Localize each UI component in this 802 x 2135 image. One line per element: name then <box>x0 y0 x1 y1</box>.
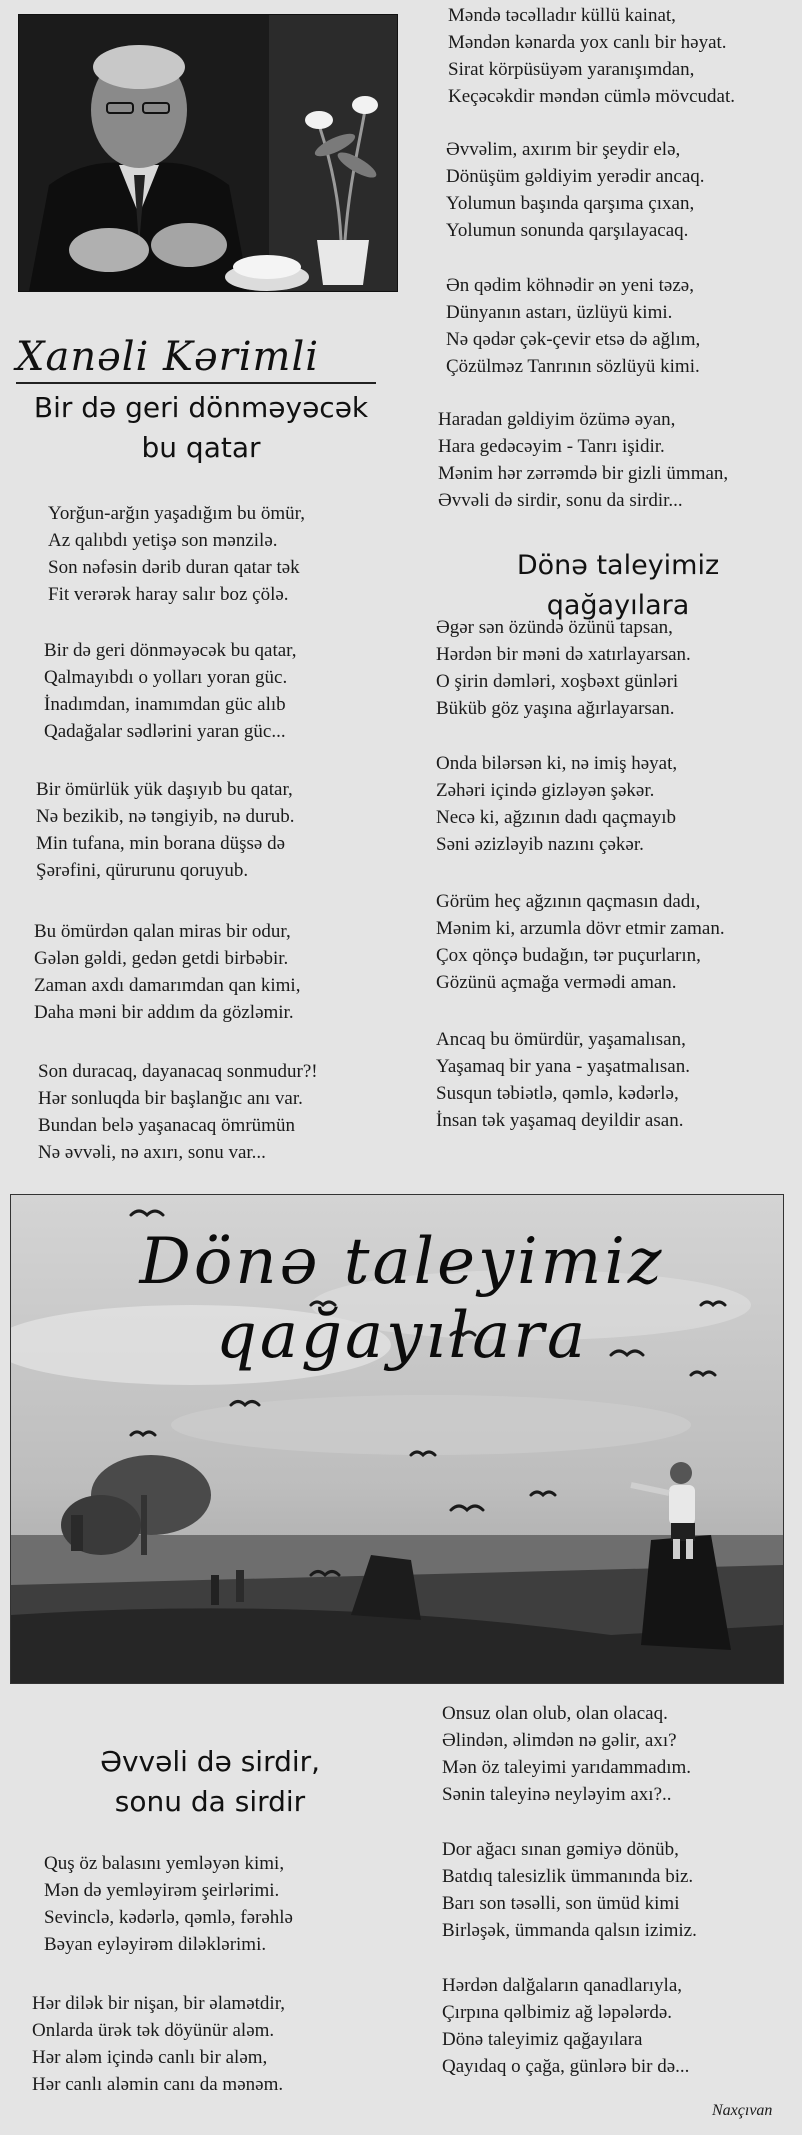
verse-line: Bir ömürlük yük daşıyıb bu qatar, <box>36 779 293 800</box>
right-stanza-2 <box>446 136 705 244</box>
verse-line: Susqun təbiətlə, qəmlə, kədərlə, <box>436 1083 679 1104</box>
verse-line: Daha məni bir addım da gözləmir. <box>34 1002 294 1023</box>
author-name: Xanəli Kərimli <box>16 334 376 384</box>
verse-line: Yaşamaq bir yana - yaşatmalısan. <box>436 1056 690 1077</box>
verse-line: Büküb göz yaşına ağırlayarsan. <box>436 698 675 719</box>
verse-line: Yorğun-arğın yaşadığım bu ömür, <box>48 503 305 524</box>
verse-line: O şirin dəmləri, xoşbəxt günləri <box>436 671 679 692</box>
verse-line: Hər dilək bir nişan, bir əlamətdir, <box>32 1993 286 2014</box>
verse-line: Bir də geri dönməyəcək bu qatar, <box>44 640 297 661</box>
verse-line: Əvvəlim, axırım bir şeydir elə, <box>446 139 681 160</box>
verse-line: Hara gedəcəyim - Tanrı işidir. <box>438 436 665 457</box>
verse-line: Onsuz olan olub, olan olacaq. <box>442 1703 668 1724</box>
poem2-stanza-3 <box>436 888 725 996</box>
verse-line: Şərəfini, qürurunu qoruyub. <box>36 860 249 881</box>
verse-line: Dor ağacı sınan gəmiyə dönüb, <box>442 1839 679 1860</box>
seagull-banner-photo <box>10 1194 784 1684</box>
verse-line: Son duracaq, dayanacaq sonmudur?! <box>38 1061 318 1082</box>
verse-line: Onlarda ürək tək döyünür aləm. <box>32 2020 275 2041</box>
right-stanza-3 <box>446 272 700 380</box>
verse-line: Sirat körpüsüyəm yaranışımdan, <box>448 59 695 80</box>
verse-line: Az qalıbdı yetişə son mənzilə. <box>48 530 278 551</box>
verse-line: Nə qədər çək-çevir etsə də ağlım, <box>446 329 701 350</box>
verse-line: Qayıdaq o çağa, günlərə bir də... <box>442 2056 690 2077</box>
verse-line: Min tufana, min borana düşsə də <box>36 833 286 854</box>
verse-line: Quş öz balasını yemləyən kimi, <box>44 1853 285 1874</box>
verse-line: Gözünü açmağa vermədi aman. <box>436 972 677 993</box>
poem1-stanza-4 <box>34 918 300 1026</box>
verse-line: Hərdən dalğaların qanadlarıyla, <box>442 1975 683 1996</box>
verse-line: Dönə taleyimiz qağayılara <box>442 2029 643 2050</box>
verse-line: Barı son təsəlli, son ümüd kimi <box>442 1893 680 1914</box>
verse-line: Sevinclə, kədərlə, qəmlə, fərəhlə <box>44 1907 293 1928</box>
verse-line: Zaman axdı damarımdan qan kimi, <box>34 975 301 996</box>
poem1-title <box>16 388 386 468</box>
verse-line: Batdıq talesizlik ümmanında biz. <box>442 1866 694 1887</box>
verse-line: Hər aləm içində canlı bir aləm, <box>32 2047 268 2068</box>
verse-line: Çırpına qəlbimiz ağ ləpələrdə. <box>442 2002 673 2023</box>
verse-line: Birləşək, ümmanda qalsın izimiz. <box>442 1920 697 1941</box>
poem3-right-stanza-1 <box>442 1700 691 1808</box>
poem1-stanza-5 <box>38 1058 318 1166</box>
right-stanza-1 <box>448 2 735 110</box>
poem2-stanza-1 <box>436 614 691 722</box>
poem1-title-line: bu qatar <box>141 431 261 464</box>
verse-line: Sənin taleyinə neyləyim axı?.. <box>442 1784 672 1805</box>
poem1-stanza-2 <box>44 637 296 745</box>
verse-line: Haradan gəldiyim özümə əyan, <box>438 409 676 430</box>
poem3-right-stanza-3 <box>442 1972 689 2080</box>
author-photo-illustration <box>19 15 397 291</box>
verse-line: Mən də yemləyirəm şeirlərimi. <box>44 1880 280 1901</box>
verse-line: Nə əvvəli, nə axırı, sonu var... <box>38 1142 266 1163</box>
poem3-stanza-2 <box>32 1990 285 2098</box>
poem1-stanza-1 <box>48 500 305 608</box>
verse-line: Ən qədim köhnədir ən yeni təzə, <box>446 275 694 296</box>
verse-line: Dünyanın astarı, üzlüyü kimi. <box>446 302 673 323</box>
verse-line: İnsan tək yaşamaq deyildir asan. <box>436 1110 684 1131</box>
verse-line: Səni əzizləyib nazını çəkər. <box>436 834 644 855</box>
poem3-stanza-1 <box>44 1850 293 1958</box>
verse-line: Onda bilərsən ki, nə imiş həyat, <box>436 753 678 774</box>
verse-line: Dönüşüm gəldiyim yerədir ancaq. <box>446 166 705 187</box>
verse-line: Bundan belə yaşanacaq ömrümün <box>38 1115 295 1136</box>
verse-line: Məndə təcəlladır küllü kainat, <box>448 5 676 26</box>
verse-line: Bu ömürdən qalan miras bir odur, <box>34 921 291 942</box>
verse-line: Əgər sən özündə özünü tapsan, <box>436 617 673 638</box>
poem1-title-line: Bir də geri dönməyəcək <box>33 391 369 424</box>
verse-line: Yolumun başında qarşıma çıxan, <box>446 193 695 214</box>
poem3-right-stanza-2 <box>442 1836 697 1944</box>
poem3-title-line: sonu da sirdir <box>114 1785 306 1818</box>
verse-line: Qalmayıbdı o yolları yoran güc. <box>44 667 288 688</box>
verse-line: Çox qönçə budağın, tər puçurların, <box>436 945 701 966</box>
verse-line: Ancaq bu ömürdür, yaşamalısan, <box>436 1029 686 1050</box>
verse-line: Hər sonluqda bir başlanğıc anı var. <box>38 1088 303 1109</box>
verse-line: Məndən kənarda yox canlı bir həyat. <box>448 32 727 53</box>
poem1-stanza-3 <box>36 776 295 884</box>
place-signature: Naxçıvan <box>712 2102 773 2119</box>
verse-line: Hər canlı aləmin canı da mənəm. <box>32 2074 284 2095</box>
poem2-title: Dönə taleyimiz qağayılara <box>516 550 720 621</box>
verse-line: Fit verərək haray salır boz çölə. <box>48 584 289 605</box>
verse-line: Əlindən, əlimdən nə gəlir, axı? <box>442 1730 677 1751</box>
verse-line: Mənim hər zərrəmdə bir gizli ümman, <box>438 463 729 484</box>
verse-line: Əvvəli də sirdir, sonu da sirdir... <box>438 490 683 511</box>
verse-line: Yolumun sonunda qarşılayacaq. <box>446 220 689 241</box>
verse-line: Qadağalar sədlərini yaran güc... <box>44 721 286 742</box>
verse-line: Gələn gəldi, gedən getdi birbəbir. <box>34 948 289 969</box>
verse-line: Keçəcəkdir məndən cümlə mövcudat. <box>448 86 735 107</box>
verse-line: Mənim ki, arzumla dövr etmir zaman. <box>436 918 725 939</box>
poem2-stanza-4 <box>436 1026 690 1134</box>
banner-title: Dönə taleyimiz qağayılara <box>139 1225 665 1373</box>
verse-line: Mən öz taleyimi yarıdammadım. <box>442 1757 692 1778</box>
right-stanza-4 <box>438 406 728 514</box>
poem3-title-line: Əvvəli də sirdir, <box>99 1745 321 1778</box>
author-photo <box>18 14 398 292</box>
poem3-title <box>60 1742 360 1822</box>
poem2-stanza-2 <box>436 750 677 858</box>
verse-line: Görüm heç ağzının qaçmasın dadı, <box>436 891 701 912</box>
verse-line: Bəyan eyləyirəm diləklərimi. <box>44 1934 267 1955</box>
verse-line: Necə ki, ağzının dadı qaçmayıb <box>436 807 677 828</box>
verse-line: Zəhəri içində gizləyən şəkər. <box>436 780 655 801</box>
verse-line: Hərdən bir məni də xatırlayarsan. <box>436 644 691 665</box>
verse-line: Nə bezikib, nə təngiyib, nə durub. <box>36 806 295 827</box>
verse-line: İnadımdan, inamımdan güc alıb <box>44 694 286 715</box>
verse-line: Son nəfəsin dərib duran qatar tək <box>48 557 300 578</box>
verse-line: Çözülməz Tanrının sözlüyü kimi. <box>446 356 700 377</box>
